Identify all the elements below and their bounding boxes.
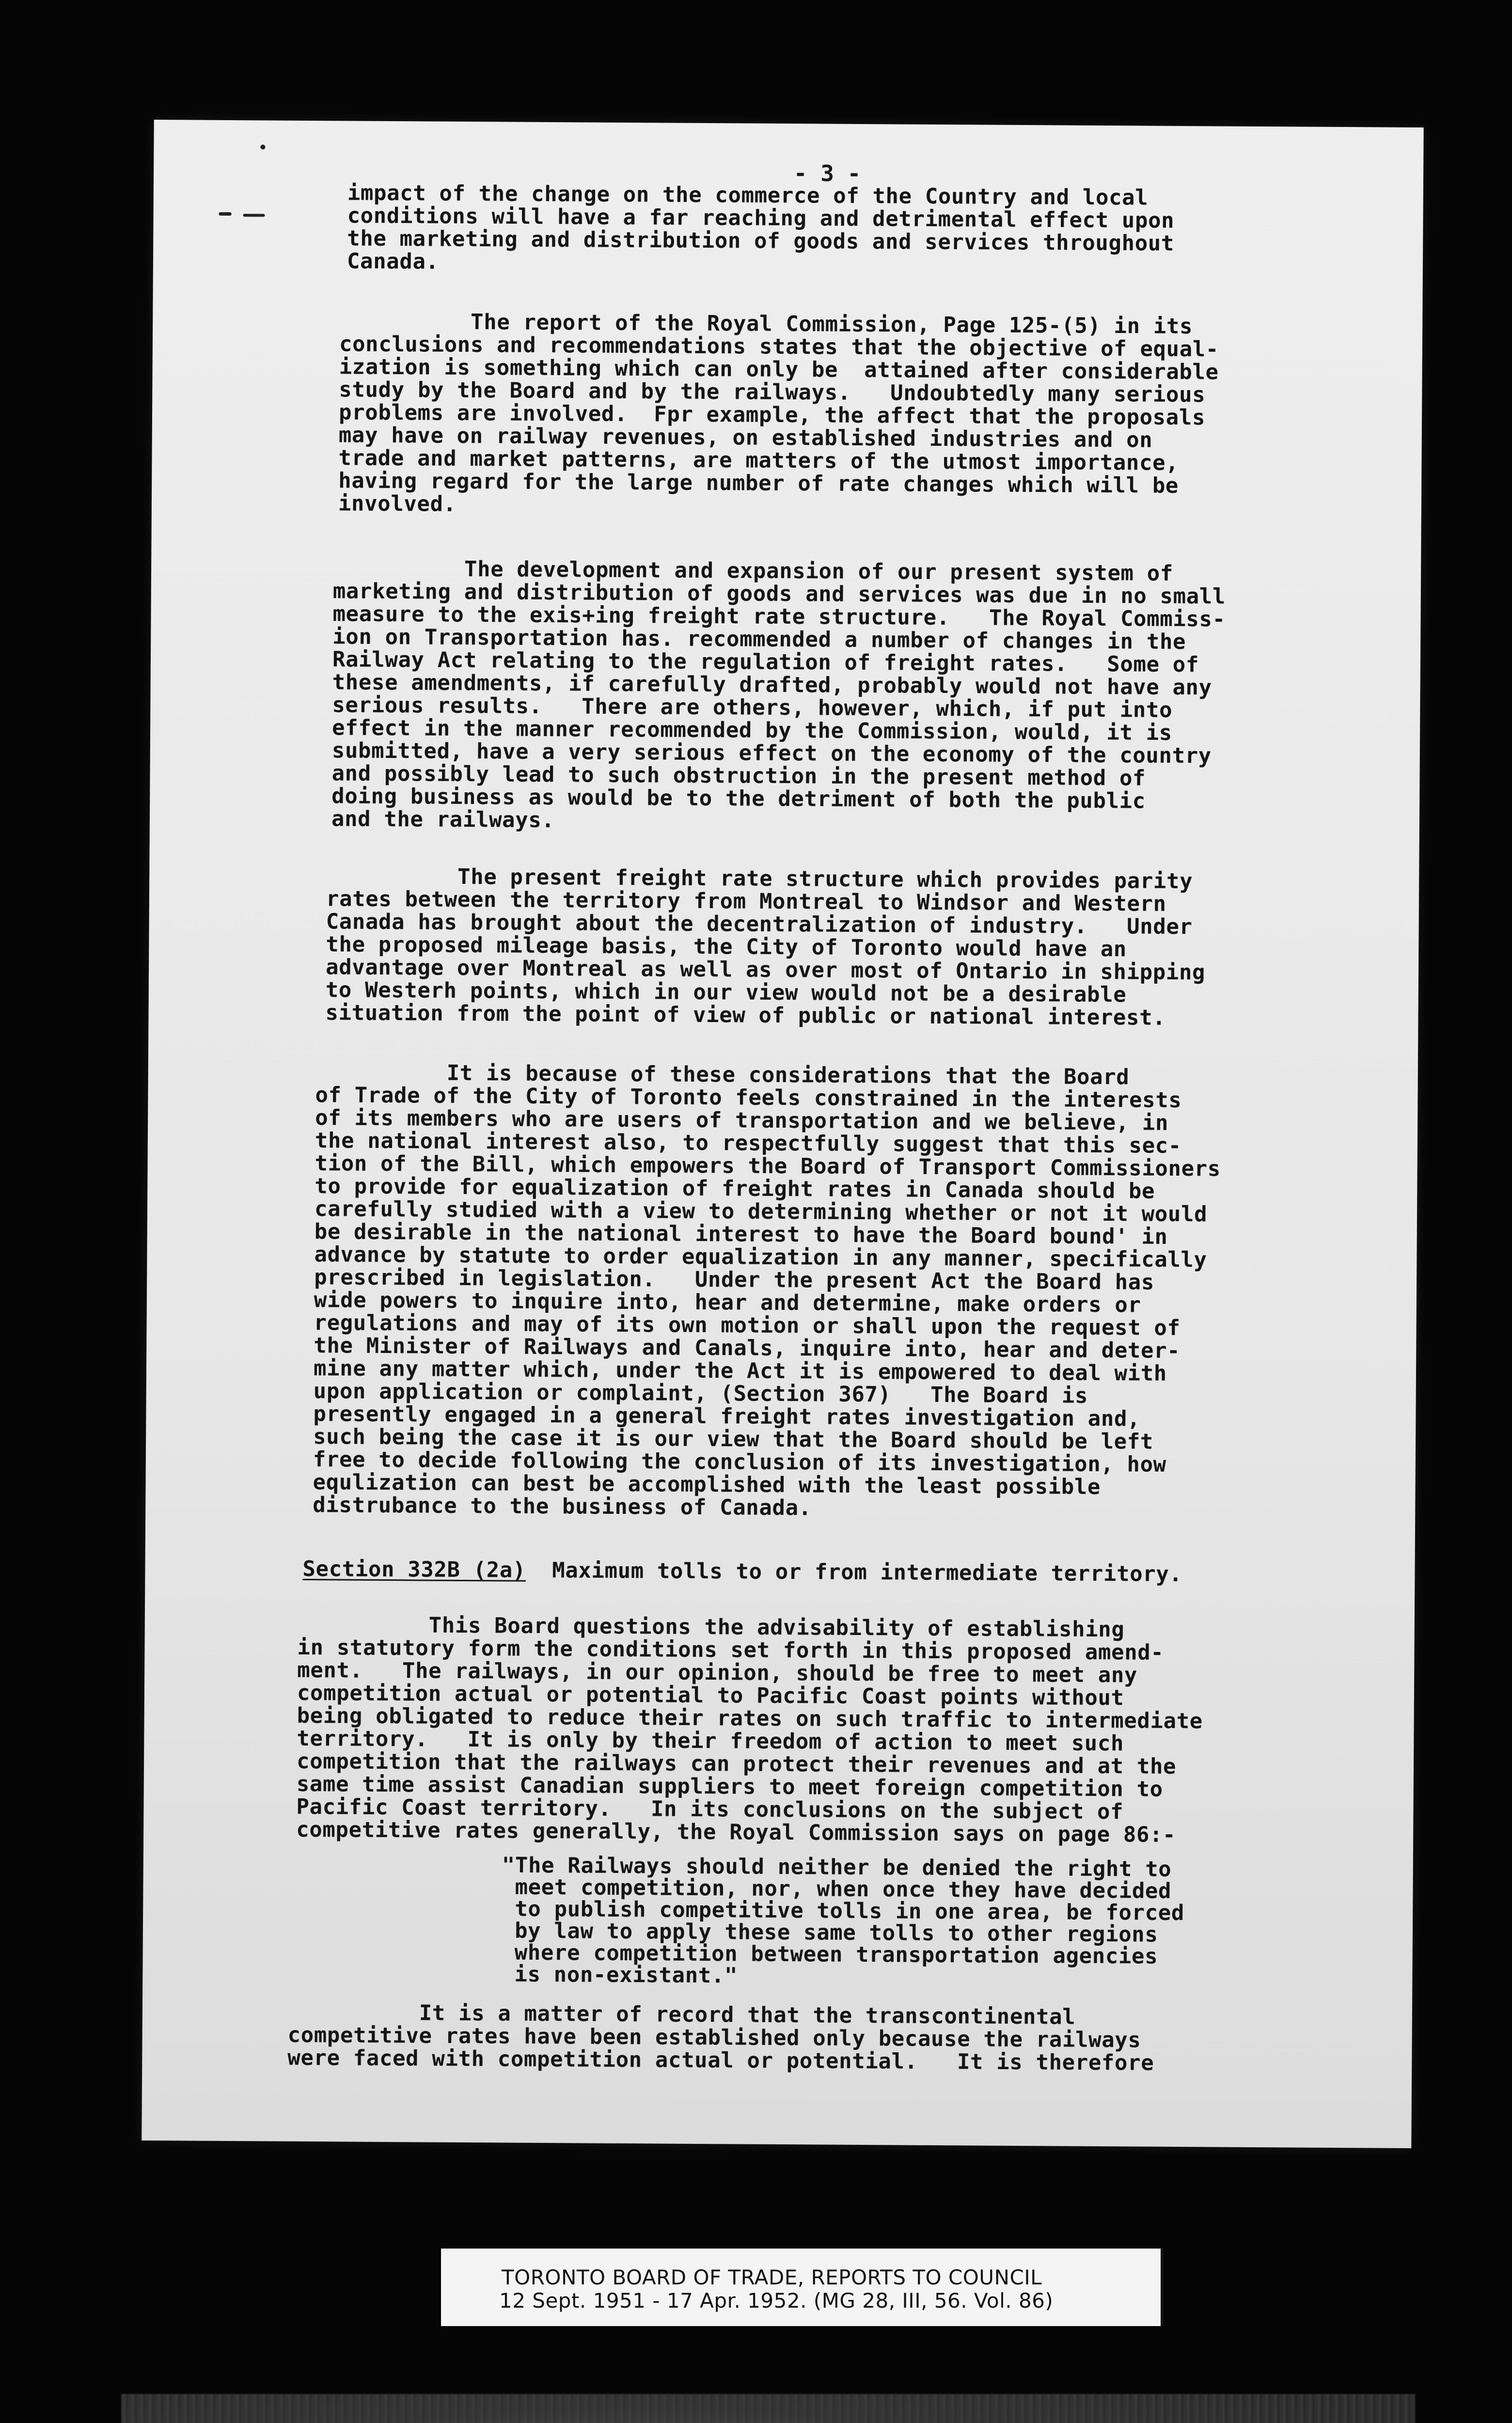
paragraph-1: impact of the change on the commerce of the Country and local conditions will have a far reaching and detrimental effect upon the marketing and distribution of goods and services throughout Canada. xyxy=(346,180,1175,274)
paragraph-4: The present freight rate structure which provides parity rates between the territory from Montreal to Windsor and Western Canada has brought about the decentralization of industry. Under the proposed mileage basis, the City of Toronto would have an advantage over Montreal as well as over most of Ontario in shipping to Westerh points, which in our view would not be a desirable situation from the point of view of public or national interest. xyxy=(325,864,1206,1030)
page-number: - 3 - xyxy=(793,160,861,187)
paragraph-7: It is a matter of record that the transcontinental competitive rates have been established only because the railways were faced with competition actual or potential. It is therefore xyxy=(287,1999,1154,2076)
section-heading-line xyxy=(302,1558,1182,1586)
archive-label-line-1: TORONTO BOARD OF TRADE, REPORTS TO COUNCIL xyxy=(502,2266,1042,2289)
scan-mark xyxy=(219,212,232,216)
section-title: Maximum tolls to or from intermediate territory. xyxy=(525,1558,1182,1587)
scan-mark xyxy=(243,214,265,217)
scan-speck xyxy=(260,144,265,149)
archive-label xyxy=(441,2249,1164,2326)
film-edge-strip xyxy=(121,2394,1415,2423)
paragraph-5: It is because of these considerations that the Board of Trade of the City of Toronto feels constrained in the interests of its members who are users of transportation and we believe, in the national interest also, to respectfully suggest that this sec- tion of the Bill, which empowers the Board of Transport Commissioners to provide for equalization of freight rates in Canada should be carefully studied with a view to determining whether or not it would be desirable in the national interest to have the Board bound' in advance by statute to order equalization in any manner, specifically prescribed in legislation. Under the present Act the Board has wide powers to inquire into, hear and determine, make orders or regulations and may of its own motion or shall upon the request of the Minister of Railways and Canals, inquire into, hear and deter- mine any matter which, under the Act it is empowered to deal with upon application or complaint, (Section 367) The Board is presently engaged in a general freight rates investigation and, such being the case it is our view that the Board should be left free to decide following the conclusion of its investigation, how equlization can best be accomplished with the least possible distrubance to the business of Canada. xyxy=(313,1060,1221,1521)
section-heading: Section 332B (2a) xyxy=(302,1556,526,1583)
document-page xyxy=(142,120,1423,2148)
archive-label-line-2: 12 Sept. 1951 - 17 Apr. 1952. (MG 28, III, 56. Vol. 86) xyxy=(499,2289,1054,2313)
paragraph-6: This Board questions the advisability of establishing in statutory form the conditions set forth in this proposed amend- ment. The railways, in our opinion, should be free to meet any competition actual or potential to Pacific Coast points without being obligated to reduce their rates on such traffic to intermediate territory. It is only by their freedom of action to meet such competition that the railways can protect their revenues and at the same time assist Canadian suppliers to meet foreign competition to Pacific Coast territory. In its conclusions on the subject of competitive rates generally, the Royal Commission says on page 86:- xyxy=(296,1612,1203,1847)
paragraph-2: The report of the Royal Commission, Page 125-(5) in its conclusions and recommendations states that the objective of equal- ization is something which can only be attained after considerable study by the Board and by the railways. Undoubtedly many serious problems are involved. Fpr example, the affect that the proposals may have on railway revenues, on established industries and on trade and market patterns, are matters of the utmost importance, having regard for the large number of rate changes which will be involved. xyxy=(338,309,1219,517)
paragraph-3: The development and expansion of our present system of marketing and distribution of goods and services was due in no small measure to the exis+ing freight rate structure. The Royal Commiss- ion on Transportation has. recommended a number of changes in the Railway Act relating to the regulation of freight rates. Some of these amendments, if carefully drafted, probably would not have any serious results. There are others, however, which, if put into effect in the manner recommended by the Commission, would, it is submitted, have a very serious effect on the economy of the country and possibly lead to such obstruction in the present method of doing business as would be to the detriment of both the public and the railways. xyxy=(331,556,1226,833)
quoted-passage: "The Railways should neither be denied the right to meet competition, nor, when once they have decided to publish competitive tolls in one area, be forced by law to apply these same tolls to other regions where competition between transportation agencies is non-existant." xyxy=(501,1853,1185,1988)
